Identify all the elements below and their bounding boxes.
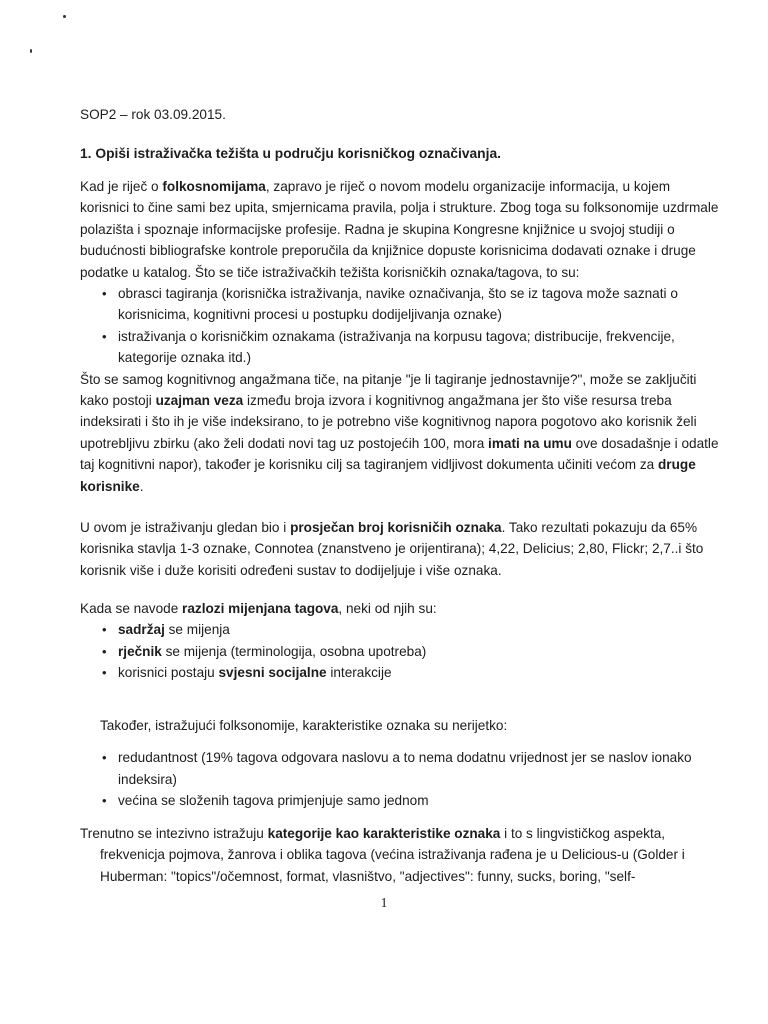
- bullet-icon: •: [102, 793, 107, 809]
- bold-phrase: uzajman veza: [155, 393, 244, 409]
- bullet-icon: •: [102, 750, 107, 766]
- list-item: [80, 619, 720, 640]
- bold-phrase: folkosnomijama: [162, 179, 266, 194]
- section-characteristics: [80, 715, 720, 812]
- list-item: [80, 790, 720, 811]
- page-number: 1: [380, 895, 388, 910]
- list-item-text: istraživanja o korisničkim oznakama (istraživanja na korpusu tagova; distribucije, frekvencije, kategorije oznaka itd.): [118, 328, 675, 366]
- bold-phrase: sadržaj: [118, 622, 165, 638]
- paragraph-tag-characteristics: Također, istražujući folksonomije, karakteristike oznaka su nerijetko:: [100, 718, 508, 733]
- list-item-text: redudantnost (19% tagova odgovara naslovu a to nema dodatnu vrijednost jer se naslov ionako indeksira): [118, 750, 692, 787]
- text-run: , zapravo je riječ o novom modelu organizacije informacija, u kojem korisnici to čine sami bez upita, smjernicama pravila, polja i strukture. Zbog toga su folksonomije uzdrmale polazišta i spoznaje informacijske profesije. Radna je skupina Kongresne knjižnice u svojoj studiji o budućnosti bibliografske kontrole preporučila da knjižnice dopuste korisnicima dodavati oznake i druge podatke u katalog. Što se tiče istraživačkih težišta korisničkih oznaka/tagova, to su:: [80, 179, 719, 280]
- bullet-icon: •: [102, 286, 107, 302]
- text-run: .: [139, 478, 144, 494]
- section-intro: [80, 176, 720, 497]
- text-run: i to s lingvističkog aspekta, frekvenicja pojmova, žanrova i oblika tagova (većina istraživanja rađena je u Delicious-u (Golder i Huberman: "topics"/očemnost, format, vlasništvo, "adjectives": funny, sucks, boring, "self-: [100, 826, 685, 884]
- text-run: Kada se navode: [80, 601, 183, 616]
- list-item: [80, 326, 720, 369]
- text-run: U ovom je istraživanju gledan bio i: [80, 520, 291, 535]
- list-item: [80, 662, 720, 683]
- paragraph-average-tags: [80, 517, 720, 581]
- bold-phrase: kategorije kao karakteristike oznaka: [267, 826, 501, 841]
- text-run: Što se samog kognitivnog angažmana tiče, na pitanje "je li tagiranje jednostavnije?", može se zaključiti kako postoji: [80, 371, 697, 409]
- bold-phrase: rječnik: [118, 643, 162, 659]
- paragraph-cognitive-engagement: [80, 369, 720, 497]
- scan-speck: [30, 49, 32, 53]
- text-run: , neki od njih su:: [338, 601, 437, 616]
- list-item: [80, 747, 720, 790]
- bold-phrase: imati na umu: [488, 435, 572, 451]
- text-run: se mijenja (terminologija, osobna upotreba): [161, 643, 427, 659]
- paragraph-folksonomies: [80, 176, 720, 283]
- section-categories: [80, 823, 720, 887]
- bold-phrase: druge korisnike: [80, 457, 696, 494]
- text-run: između broja izvora i kognitivnog angažmana jer što više resursa treba indeksirati i što ih je više indeksirano, to je potrebno više kognitivnog napora pogotovo ako korisnik želi upotrebljivu zbirku (ako želi dodati novi tag uz postojećih 100, mora: [80, 393, 697, 451]
- question-heading: 1. Opiši istraživačka težišta u području korisničkog označivanja.: [80, 146, 501, 161]
- bold-phrase: prosječan broj korisničih oznaka: [290, 520, 502, 535]
- list-item-text: većina se složenih tagova primjenjuje samo jednom: [118, 793, 429, 809]
- research-focus-list: [80, 283, 720, 369]
- text-run: Kad je riječ o: [80, 179, 163, 194]
- text-run: korisnici postaju: [118, 665, 219, 681]
- bullet-icon: •: [102, 665, 107, 681]
- text-run: . Tako rezultati pokazuju da 65% korisnika stavlja 1-3 oznake, Connotea (znanstveno je orijentirana); 4,22, Delicius; 2,80, Flickr; 2,7..i što korisnik više i duže korisiti određeni sustav to dodijeljuje i više oznaka.: [80, 520, 704, 578]
- section-average-tags: [80, 517, 720, 581]
- tag-characteristics-list: [80, 747, 720, 811]
- scan-speck: [63, 15, 66, 18]
- list-item: [80, 641, 720, 662]
- bullet-icon: •: [102, 643, 107, 659]
- list-item-text: obrasci tagiranja (korisnička istraživanja, navike označivanja, što se iz tagova može saznati o korisnicima, kognitivni procesi u postupku dodijeljivanja oznake): [118, 286, 678, 323]
- paragraph-tag-categories: [80, 823, 720, 887]
- text-run: interakcije: [326, 665, 392, 681]
- tag-change-reasons-list: [80, 619, 720, 683]
- bullet-icon: •: [102, 622, 107, 638]
- document-header: SOP2 – rok 03.09.2015.: [80, 107, 226, 122]
- text-run: se mijenja: [164, 622, 230, 638]
- list-item: [80, 283, 720, 326]
- bold-phrase: svjesni socijalne: [218, 665, 327, 681]
- section-tag-change: [80, 598, 720, 684]
- bullet-icon: •: [102, 328, 107, 344]
- text-run: ove dosadašnje i odatle taj kognitivni napor), također je korisniku cilj sa tagiranjem vidljivost dokumenta učiniti većom za: [80, 435, 719, 473]
- paragraph-tag-change-reasons: [80, 598, 720, 619]
- text-run: Trenutno se intezivno istražuju: [80, 826, 268, 841]
- bold-phrase: razlozi mijenjana tagova: [182, 601, 339, 616]
